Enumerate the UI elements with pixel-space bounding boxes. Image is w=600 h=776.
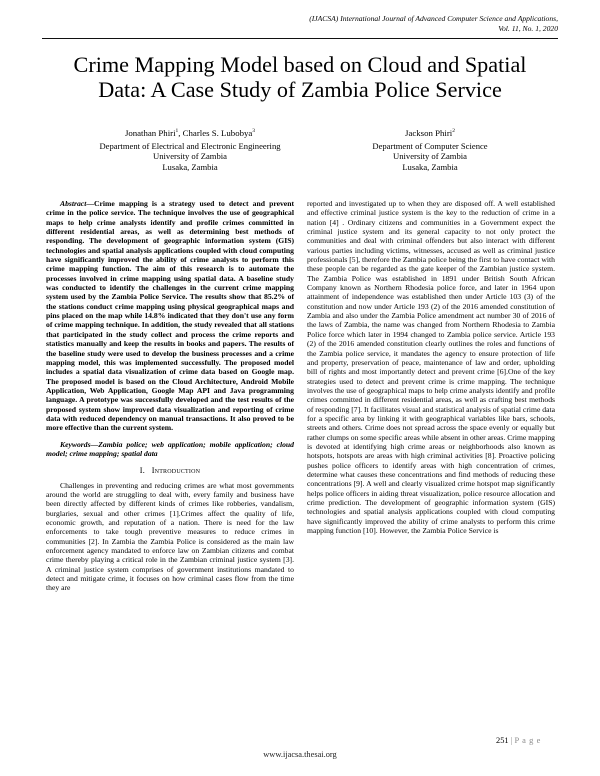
body-paragraph: reported and investigated up to when they are disposed off. A well established and effective criminal justice system is the key to the reduction of crime in a nation [4] . Ordinary citizens and communities in a Government expect the criminal justice system and its general capacity to not only protect the communities and deal with criminal offenders but also interact with different various parties including victims, witnesses, accused as well as criminal justice professionals [5], therefore the Zambia police being the first to have contact with these people can be regarded as the gate keeper of the Zambian justice system. The Zambia Police was established in 1891 under British South African Company known as Northern Rhodesia police force, and later in 1964 upon attainment of independence was established then under Article 103 (3) of the constitution and now under Article 193 (2) of the 2016 amended constitution of Zambia and also under the Zambia Police amendment act number 30 of 2016 of the laws of Zambia, the name was changed from Northern Rhodesia to Zambia Police force which later in 1994 changed to Zambia police service. Article 193 (2) of the 2016 amended constitution clearly outlines the roles and functions of the Zambia police service, it mandates the agency to ensure protection of life and property, preservation of peace, maintenance of law and order, upholding bill of rights and most importantly detect and prevent crime [6].One of the key strategies used to detect and prevent crime is crime mapping. The technique involves the use of geographical maps to help crime analysts identify and profile crimes committed in different residential areas, as well as crafting best methods of responding [7]. It facilitates visual and statistical analysis of spatial crime data for a specific area by linking it with geographical variables like bars, schools, streets and others. Crime does not spread across the space evenly or equally but rather clumps on some specific areas while absent in other areas. Crime mapping is devoted at identifying high crime areas or neighborhoods also known as hotspots, hotspots are areas with high criminal activities [8]. Proactive policing pushes police officers to identify areas with high concentration of crimes, determine what causes these concentrations and find methods of reducing these concentrations [9]. A well and clearly visualized crime hotspot map significantly helps police officers in aiding threat visualization, police resource allocation and crime prediction. The development of geographic information system (GIS) technologies and spatial analysis applications coupled with cloud computing have significantly improved the ability of crime analysts to perform this crime mapping function [10]. However, the Zambia Police Service is: [307, 199, 555, 536]
section-numeral: I.: [139, 466, 145, 476]
author-dept-right: Department of Computer Science: [372, 140, 488, 151]
author-names-right: [330, 126, 530, 139]
footer-url: www.ijacsa.thesai.org: [263, 750, 337, 759]
author-univ-right: University of Zambia: [393, 151, 467, 162]
left-column: [46, 199, 294, 593]
header-rule: [42, 38, 558, 39]
author-dept-left: Department of Electrical and Electronic Engineering: [99, 140, 281, 151]
intro-paragraph: Challenges in preventing and reducing crimes are what most governments around the world are struggling to deal with, every family and business have been directly affected by different kinds of crimes like robberies, vandalism, burglaries, sexual and other crimes [1].Crimes affect the quality of life, economic growth, and reputation of a nation. There is need for the law enforcements to take tough preventive measures to reduce crimes in communities [2]. In Zambia the Zambia Police is considered as the main law enforcement agency mandated to enforce law on Zambian citizens and combat crime thereby playing a critical role in the Zambian criminal justice system [3]. A criminal justice system comprises of government institutions mandated to detect and mitigate crime, it focuses on how criminal cases flow from the time they are: [46, 480, 294, 593]
author-name-1: Jonathan Phiri: [124, 127, 176, 138]
page-number-value: 251: [496, 736, 509, 745]
author-name-3: , Charles S. Lubobya: [178, 127, 253, 138]
abstract: [46, 199, 294, 433]
author-names-left: [90, 126, 290, 139]
journal-volume: Vol. 11, No. 1, 2020: [498, 23, 558, 33]
author-city-right: Lusaka, Zambia: [402, 161, 458, 172]
page-label: P a g e: [514, 736, 541, 745]
author-city-left: Lusaka, Zambia: [162, 161, 218, 172]
title-line-2: Data: A Case Study of Zambia Police Service: [98, 77, 502, 102]
author-name-2: Jackson Phiri: [405, 127, 453, 138]
abstract-label: Abstract: [60, 199, 87, 208]
author-affil-sup-2: 2: [452, 128, 455, 134]
author-block-right: [330, 126, 530, 172]
paper-title: [40, 52, 560, 102]
section-title: Introduction: [151, 466, 201, 476]
journal-header: [228, 14, 558, 33]
author-affil-sup-3: 3: [252, 128, 256, 134]
right-column: [307, 199, 555, 535]
abstract-text: —Crime mapping is a strategy used to detect and prevent crime in the police service. The technique involves the use of geographical maps to help crime analysts identify and profile crimes committed in different residential areas, as well as determining best methods of responding. The development of geographic information system (GIS) technologies and spatial analysis applications coupled with cloud computing have significantly improved the ability of crime analysts to perform this crime mapping function. The aim of this research is to automate the processes involved in crime mapping using spatial data. A baseline study was conducted to identify the challenges in the current crime mapping system used by the Zambia Police Service. The results show that 85.2% of the stations conduct crime mapping using physical geographical maps and pins placed on the map while 14.8% indicated that they don't use any form of crime mapping technique. In addition, the study revealed that all stations that participated in the study collect and process the crime reports and statistics manually and keep the results in books and papers. The results of the baseline study were used to develop the business processes and a crime mapping model, this was implemented successfully. The proposed model includes a spatial data visualization of crime data based on Google map. The proposed model is based on the Cloud Architecture, Android Mobile Application, Web Application, Google Map API and Java programming language. A prototype was successfully developed and the test results of the proposed system show improved data visualization and reporting of crime data with reduced dependency on manual transactions. It also proved to be more effective than the current system.: [46, 199, 294, 433]
author-block-left: [90, 126, 290, 172]
journal-name: (IJACSA) International Journal of Advanced Computer Science and Applications,: [309, 14, 558, 23]
keywords: Keywords—Zambia police; web application; mobile application; cloud model; crime mapping; spatial data: [46, 439, 294, 458]
page-separator: |: [510, 736, 513, 745]
title-line-1: Crime Mapping Model based on Cloud and Spatial: [73, 52, 527, 77]
page-number: [496, 736, 541, 745]
author-univ-left: University of Zambia: [153, 151, 227, 162]
author-affil-sup-1: 1: [175, 128, 179, 134]
section-heading: [46, 466, 294, 475]
